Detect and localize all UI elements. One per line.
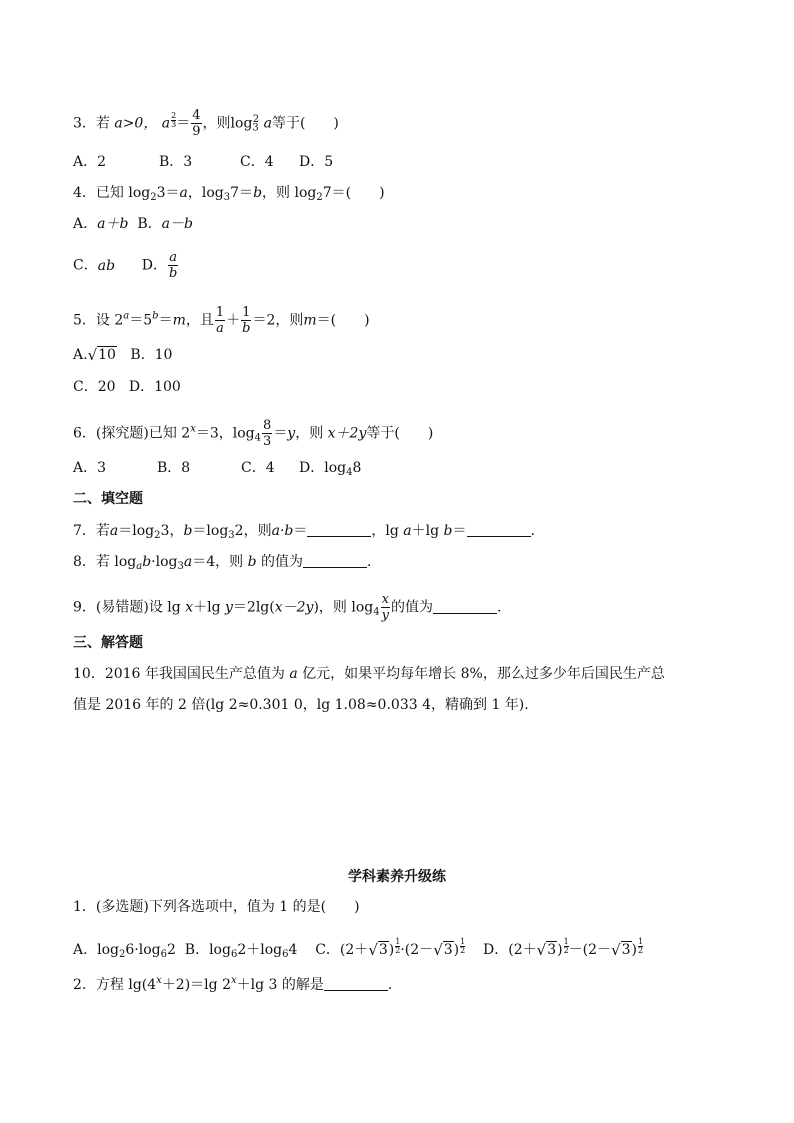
q9-inner: x－2y <box>274 599 314 616</box>
q4-optd-den: b <box>168 266 178 281</box>
q9-blank[interactable] <box>433 601 497 614</box>
q8-t3: 的值为 <box>261 554 304 570</box>
q4-options-cd <box>73 250 179 281</box>
q4-pre: 4．已知 log <box>73 185 151 201</box>
q6-f-num: 8 <box>263 418 272 433</box>
q5-f2-num: 1 <box>242 305 251 320</box>
q10-pre: 10．2016 年我国国民生产总值为 <box>73 666 285 682</box>
q4-options-ab <box>73 214 193 234</box>
p2-blank[interactable] <box>324 978 388 991</box>
q3-log-base: 3 <box>252 122 259 134</box>
p1-half-num: 1 <box>563 937 569 946</box>
q3-rhs-den: 9 <box>192 124 201 139</box>
q7-blank-1[interactable] <box>307 524 371 537</box>
q5-options-cd <box>73 377 181 397</box>
q5-m: m <box>172 312 186 329</box>
q5-exp-a: a <box>123 310 130 322</box>
q3-prefix: 3．若 <box>73 115 115 132</box>
q3-exp-den: 3 <box>171 119 177 129</box>
q4-option-b-label: B． <box>137 216 162 232</box>
q6-fraction <box>262 418 272 449</box>
q8-sub1: a <box>136 561 143 572</box>
q5-option-d: D．100 <box>128 379 181 395</box>
p1-d-rad-1: 3 <box>547 942 557 958</box>
q3-rhs-num: 4 <box>192 108 201 123</box>
q5-option-c: C．20 <box>73 379 116 395</box>
q6-option-b: B．8 <box>157 460 191 476</box>
q7-t8: ＝ <box>452 523 467 539</box>
p1-c-rad-2: 3 <box>443 942 453 958</box>
q6-options <box>73 458 361 483</box>
p1-c-rad-1: 3 <box>378 942 388 958</box>
q4-option-d-fraction <box>168 250 178 281</box>
q6-f-den: 3 <box>263 434 272 449</box>
q7-base1: 2 <box>154 530 161 541</box>
p2-pre: 2．方程 lg(4 <box>73 977 157 993</box>
q4-base3: 2 <box>316 192 323 203</box>
q4-option-a: a＋b <box>97 216 129 232</box>
q7-blank-2[interactable] <box>467 524 531 537</box>
q7-ab: a·b <box>271 523 294 539</box>
q4-t2: ，log <box>187 185 224 201</box>
q5-ask: ＝( ) <box>316 312 370 329</box>
p1-c-close-2: ) <box>453 942 460 958</box>
sqrt-icon: √ <box>611 941 621 959</box>
q5-option-a-sqrt <box>88 346 117 364</box>
question-10-line-1 <box>73 664 665 684</box>
p1-option-a: A．log <box>73 942 119 958</box>
p1-c-sqrt-1 <box>368 941 388 959</box>
p1-a-base2: 6 <box>160 949 167 960</box>
q6-ask: 等于( ) <box>366 425 434 442</box>
p1-d-rad-2: 3 <box>621 942 631 958</box>
q7-b: b <box>183 523 193 539</box>
q8-sub2: 3 <box>177 561 184 572</box>
p1-d-sqrt-1 <box>537 941 557 959</box>
q6-option-a: A．3 <box>73 460 107 476</box>
section-title-literacy: 学科素养升级练 <box>348 869 446 885</box>
q4-base1: 2 <box>150 192 157 203</box>
q9-x: x <box>185 599 194 616</box>
q9-y: y <box>225 599 233 616</box>
q7-base2: 3 <box>228 530 235 541</box>
q9-fraction <box>381 592 390 623</box>
q9-log-base: 4 <box>373 606 380 618</box>
question-5 <box>73 305 370 336</box>
practice-2 <box>73 971 392 995</box>
q4-option-a-label: A． <box>73 216 98 232</box>
q4-base2: 3 <box>223 192 231 203</box>
p1-c-mid: ·(2－ <box>400 942 434 958</box>
q5-and: ，且 <box>185 312 214 329</box>
q10-post: 亿元，如果平均每年增长 8%，那么过多少年后国民生产总 <box>302 666 665 682</box>
p1-b-tail: 4 <box>288 942 298 958</box>
q3-condition: a>0， <box>114 115 158 132</box>
q7-t7: ＋lg <box>411 523 440 539</box>
sqrt-icon: √ <box>433 941 443 959</box>
q4-option-d-label: D． <box>141 257 167 274</box>
p2-exp2: x <box>230 975 237 986</box>
question-10-line-2: 值是 2016 年的 2 倍(lg 2≈0.301 0，lg 1.08≈0.033 4，精确到 1 年). <box>73 697 529 713</box>
q7-end: . <box>530 523 535 539</box>
question-9 <box>73 592 501 623</box>
q8-pre: 8．若 log <box>73 554 137 570</box>
q4-t4: ，则 log <box>262 185 317 201</box>
q7-a: a <box>109 523 119 539</box>
q6-y: y <box>287 425 296 442</box>
q5-f1-num: 1 <box>215 305 225 320</box>
p2-t1: ＋2)＝lg 2 <box>161 977 231 993</box>
q6-eq: ＝ <box>273 425 288 442</box>
q7-t2: 3， <box>160 523 184 539</box>
p2-end: . <box>387 977 393 993</box>
q7-pre: 7．若 <box>73 523 110 539</box>
q5-m2: m <box>303 312 317 329</box>
question-3 <box>73 108 339 139</box>
q9-t3: )，则 log <box>313 599 374 616</box>
q6-then: ，则 <box>295 425 324 442</box>
q6-exp: x <box>190 423 196 435</box>
q5-options-ab <box>73 345 172 365</box>
p1-option-d: D．(2＋ <box>483 942 537 958</box>
p1-a-mid: 6·log <box>125 942 161 958</box>
sqrt-icon: √ <box>368 941 378 959</box>
p1-c-sqrt-2 <box>433 941 453 959</box>
question-6 <box>73 418 433 449</box>
practice-1-options <box>73 938 643 965</box>
q7-a2: a <box>403 523 412 539</box>
q8-t2: ＝4，则 <box>192 554 244 570</box>
practice-1: 1．(多选题)下列各选项中，值为 1 的是( ) <box>73 899 360 915</box>
q4-option-b: a－b <box>161 216 193 232</box>
section-fill-in-heading: 二、填空题 <box>73 491 143 507</box>
p1-c-half-2 <box>460 938 465 955</box>
q3-exp-num: 2 <box>171 110 177 120</box>
q8-blank[interactable] <box>303 555 367 568</box>
q3-then: ，则 <box>202 115 231 132</box>
q5-frac1 <box>215 305 225 336</box>
p1-half-num: 1 <box>638 937 644 946</box>
q8-v2: a <box>183 554 193 570</box>
q3-option-c: C．4 <box>240 154 274 170</box>
q4-t5: 7＝( ) <box>322 185 385 201</box>
q9-f-den: y <box>381 608 389 623</box>
q5-f1-den: a <box>216 321 224 336</box>
q5-option-b: B．10 <box>130 347 173 363</box>
q9-f-num: x <box>381 592 389 607</box>
q3-log-sup: 2 <box>252 113 260 125</box>
q10-a: a <box>289 666 298 682</box>
q3-log: log <box>230 115 253 132</box>
p2-t2: ＋lg 3 的解是 <box>236 977 324 993</box>
p1-a-base1: 2 <box>118 949 126 960</box>
q9-t4: 的值为 <box>390 599 433 616</box>
q4-var-a: a <box>179 185 188 201</box>
section-solve-heading: 三、解答题 <box>73 635 143 651</box>
q8-v1: b <box>142 554 152 570</box>
question-4 <box>73 183 385 208</box>
q6-option-d-base: 4 <box>346 467 353 478</box>
p1-d-close-1: ) <box>557 942 563 958</box>
q7-t3: ＝log <box>192 523 229 539</box>
p1-option-b: B．log <box>184 942 231 958</box>
q6-option-d-tail: 8 <box>352 460 362 476</box>
q9-t1: ＋lg <box>193 599 221 616</box>
q4-option-c: ab <box>97 257 116 274</box>
p1-a-tail: 2 <box>166 942 176 958</box>
q7-t5: ＝ <box>293 523 308 539</box>
q3-base: a <box>161 115 171 132</box>
p1-option-c: C．(2＋ <box>315 942 369 958</box>
p1-half-num: 1 <box>460 937 466 946</box>
p1-c-close-1: ) <box>388 942 395 958</box>
q6-mid: ＝3，log <box>195 425 255 442</box>
q3-rhs-fraction <box>191 108 201 139</box>
q6-option-d: D．log <box>299 460 347 476</box>
p2-exp1: x <box>156 975 162 986</box>
q9-t2: ＝2lg( <box>232 599 275 616</box>
sqrt-icon: √ <box>536 941 547 959</box>
p1-half-den: 2 <box>638 946 644 955</box>
q6-option-c: C．4 <box>241 460 275 476</box>
q5-f2-den: b <box>242 321 251 336</box>
p1-half-num: 1 <box>395 937 401 946</box>
q3-eq: ＝ <box>176 115 191 132</box>
q5-pre: 5．设 2 <box>73 312 124 329</box>
q7-t4: 2，则 <box>234 523 272 539</box>
q8-end: . <box>367 554 372 570</box>
q8-v3: b <box>247 554 257 570</box>
p1-d-mid: －(2－ <box>568 942 612 958</box>
sqrt-icon: √ <box>87 346 98 364</box>
p1-b-base1: 6 <box>230 949 238 960</box>
p1-d-half-2 <box>638 938 643 955</box>
q5-mid: ＝5 <box>129 312 153 329</box>
q5-exp-b: b <box>152 310 159 322</box>
q7-t6: ，lg <box>371 523 399 539</box>
p1-half-den: 2 <box>460 946 466 955</box>
q4-t3: 7＝ <box>230 185 254 201</box>
q4-t1: 3＝ <box>156 185 180 201</box>
q3-arg: a <box>263 115 272 132</box>
question-8 <box>73 552 371 577</box>
q4-optd-num: a <box>169 250 177 265</box>
q4-option-c-label: C． <box>73 257 98 274</box>
q5-frac2 <box>241 305 251 336</box>
q3-ask: 等于( ) <box>271 115 339 132</box>
q7-t1: ＝log <box>118 523 155 539</box>
p1-d-sqrt-2 <box>611 941 631 959</box>
p1-half-den: 2 <box>395 946 401 955</box>
q4-var-b: b <box>253 185 263 201</box>
q3-option-b: B．3 <box>159 154 193 170</box>
q6-log-base: 4 <box>254 432 261 444</box>
p1-d-close-2: ) <box>631 942 638 958</box>
q7-b3: b <box>443 523 453 539</box>
p1-half-den: 2 <box>563 946 569 955</box>
q5-eq2: ＝2，则 <box>252 312 304 329</box>
q5-eq: ＝ <box>158 312 173 329</box>
question-7 <box>73 521 535 546</box>
q3-option-a: A．2 <box>73 154 107 170</box>
p1-b-mid: 2＋log <box>237 942 283 958</box>
q3-options <box>73 152 333 172</box>
q5-option-a-radicand: 10 <box>98 347 116 363</box>
q8-t1: ·log <box>151 554 178 570</box>
p1-b-base2: 6 <box>282 949 289 960</box>
q9-end: . <box>496 599 502 616</box>
q6-pre: 6．(探究题)已知 2 <box>73 425 191 442</box>
q3-option-d: D．5 <box>299 154 334 170</box>
q5-plus: ＋ <box>226 312 241 329</box>
q9-pre: 9．(易错题)设 lg <box>73 599 181 616</box>
q5-option-a-label: A. <box>73 347 88 363</box>
q6-expr: x＋2y <box>327 425 367 442</box>
